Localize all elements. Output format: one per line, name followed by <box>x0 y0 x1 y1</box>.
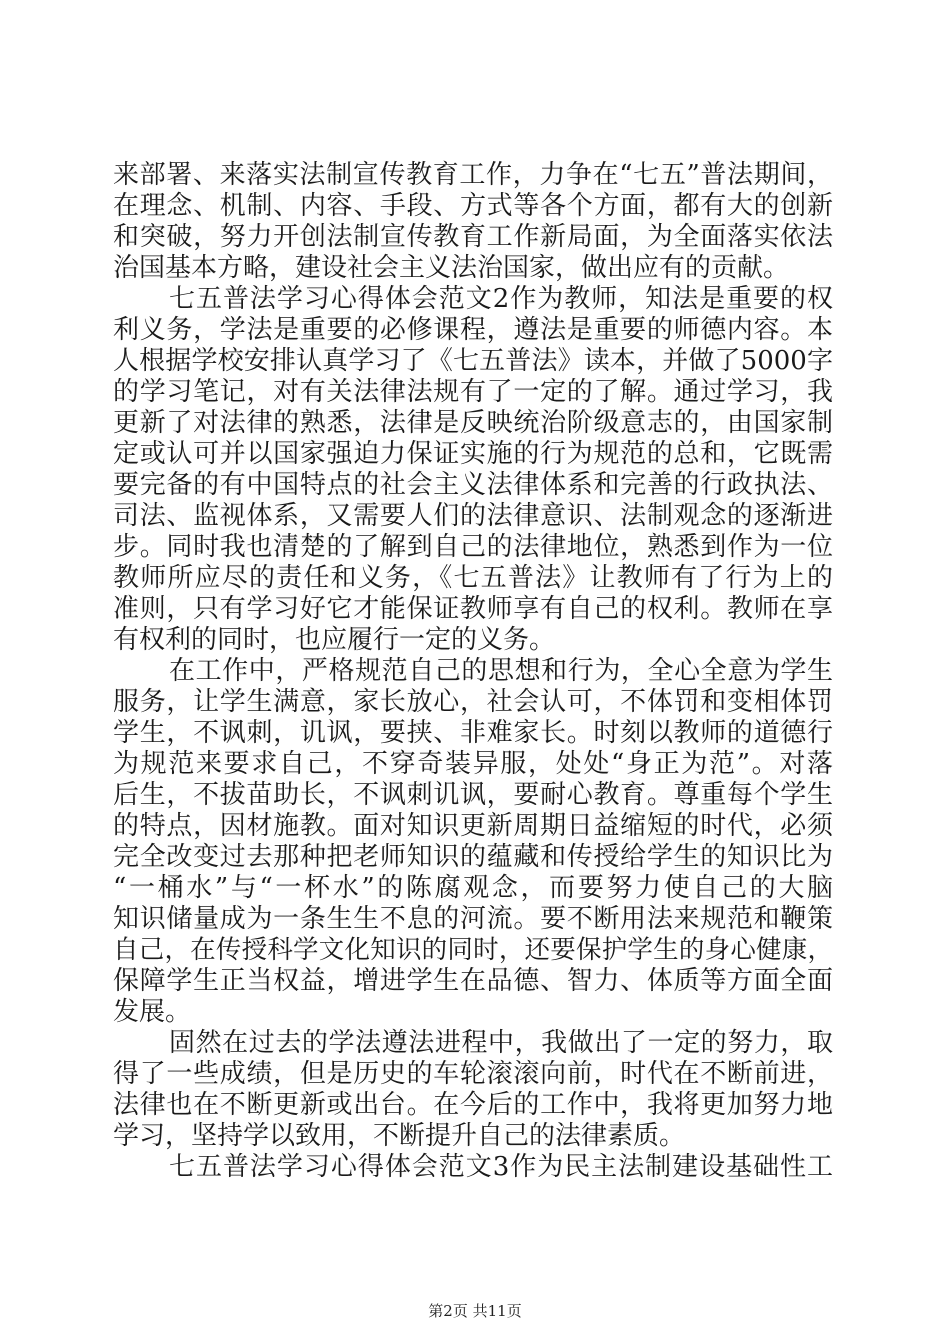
text-line: 利义务，学法是重要的必修课程，遵法是重要的师德内容。本 <box>113 315 833 345</box>
text-line: 自己，在传授科学文化知识的同时，还要保护学生的身心健康， <box>113 935 833 965</box>
text-line: 在理念、机制、内容、手段、方式等各个方面，都有大的创新 <box>113 191 833 221</box>
body-text <box>113 160 833 1183</box>
text-line: 的特点，因材施教。面对知识更新周期日益缩短的时代，必须 <box>113 811 833 841</box>
text-line: 学生，不讽刺，讥讽，要挟、非难家长。时刻以教师的道德行 <box>113 718 833 748</box>
text-line: 为规范来要求自己，不穿奇装异服，处处“身正为范”。对落 <box>113 749 833 779</box>
text-line: 在工作中，严格规范自己的思想和行为，全心全意为学生 <box>169 656 833 686</box>
text-line: 有权利的同时，也应履行一定的义务。 <box>113 625 556 655</box>
text-line: 要完备的有中国特点的社会主义法律体系和完善的行政执法、 <box>113 470 833 500</box>
text-line: 步。同时我也清楚的了解到自己的法律地位，熟悉到作为一位 <box>113 532 833 562</box>
text-line: “一桶水”与“一杯水”的陈腐观念，而要努力使自己的大脑 <box>113 873 833 903</box>
text-line: 得了一些成绩，但是历史的车轮滚滚向前，时代在不断前进， <box>113 1059 833 1089</box>
text-line: 司法、监视体系，又需要人们的法律意识、法制观念的逐渐进 <box>113 501 833 531</box>
text-line: 固然在过去的学法遵法进程中，我做出了一定的努力，取 <box>169 1028 833 1058</box>
text-line: 和突破，努力开创法制宣传教育工作新局面，为全面落实依法 <box>113 222 833 252</box>
text-line: 人根据学校安排认真学习了《七五普法》读本，并做了5000字 <box>113 346 833 376</box>
text-line: 保障学生正当权益，增进学生在品德、智力、体质等方面全面 <box>113 966 833 996</box>
text-line: 服务，让学生满意，家长放心，社会认可，不体罚和变相体罚 <box>113 687 833 717</box>
text-line: 知识储量成为一条生生不息的河流。要不断用法来规范和鞭策 <box>113 904 833 934</box>
text-line: 教师所应尽的责任和义务，《七五普法》让教师有了行为上的 <box>113 563 833 593</box>
text-line: 学习，坚持学以致用，不断提升自己的法律素质。 <box>113 1121 686 1151</box>
page-footer: 第2页 共11页 <box>428 1302 522 1320</box>
text-line: 完全改变过去那种把老师知识的蕴藏和传授给学生的知识比为 <box>113 842 833 872</box>
text-line: 的学习笔记，对有关法律法规有了一定的了解。通过学习，我 <box>113 377 833 407</box>
text-line: 七五普法学习心得体会范文2作为教师，知法是重要的权 <box>169 284 833 314</box>
text-line: 来部署、来落实法制宣传教育工作，力争在“七五”普法期间， <box>113 160 833 190</box>
text-line: 后生，不拔苗助长，不讽刺讥讽，要耐心教育。尊重每个学生 <box>113 780 833 810</box>
text-line: 更新了对法律的熟悉，法律是反映统治阶级意志的，由国家制 <box>113 408 833 438</box>
text-line: 定或认可并以国家强迫力保证实施的行为规范的总和，它既需 <box>113 439 833 469</box>
text-line: 治国基本方略，建设社会主义法治国家，做出应有的贡献。 <box>113 253 790 283</box>
text-line: 法律也在不断更新或出台。在今后的工作中，我将更加努力地 <box>113 1090 833 1120</box>
text-line: 准则，只有学习好它才能保证教师享有自己的权利。教师在享 <box>113 594 833 624</box>
text-line: 七五普法学习心得体会范文3作为民主法制建设基础性工 <box>169 1152 833 1182</box>
text-line: 发展。 <box>113 997 192 1027</box>
